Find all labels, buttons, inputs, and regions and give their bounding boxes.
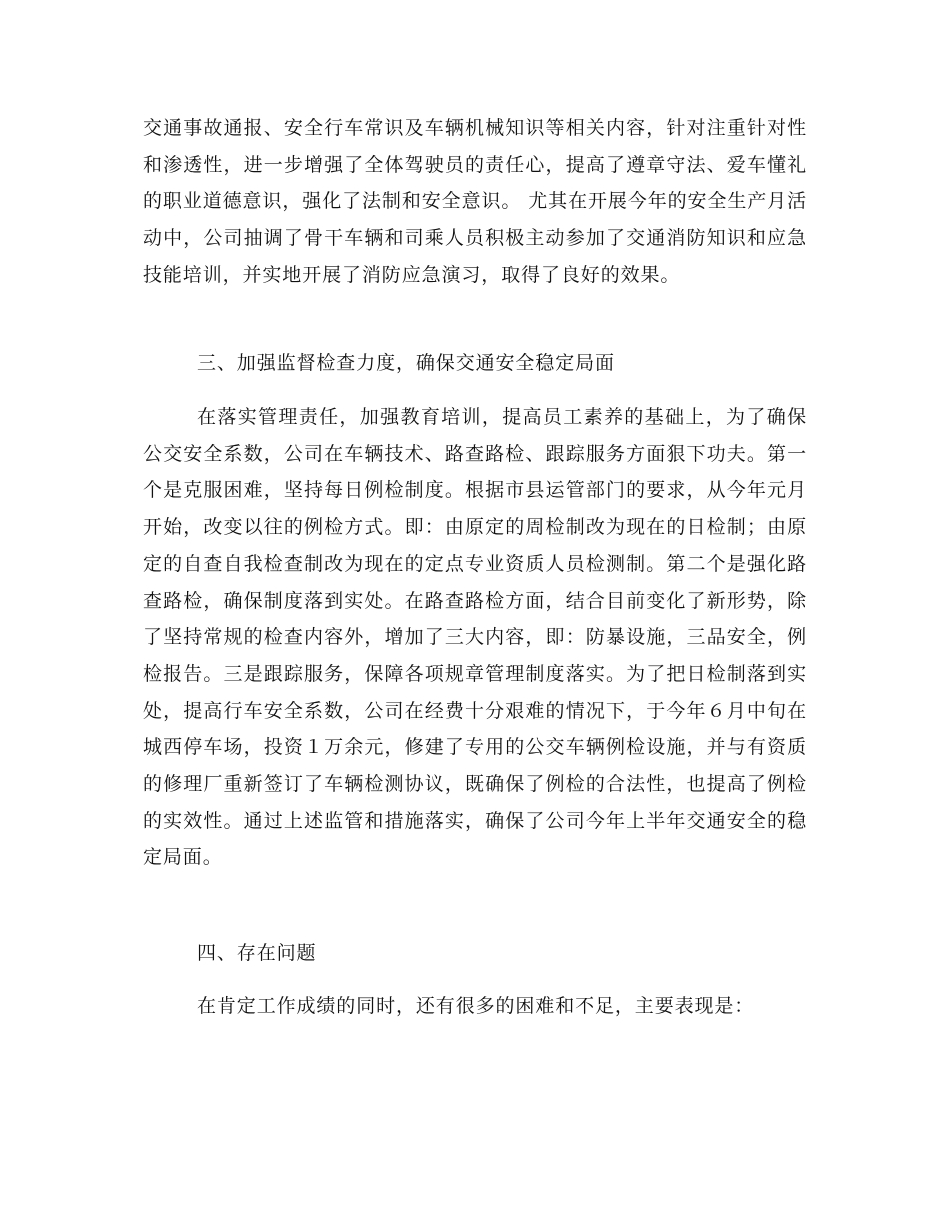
body-paragraph: 交通事故通报、安全行车常识及车辆机械知识等相关内容，针对注重针对性和渗透性，进一步增强了全体驾驶员的责任心，提高了遵章守法、爱车懂礼的职业道德意识，强化了法制和安全意识。 尤其在开展今年的安全生产月活动中，公司抽调了骨干车辆和司乘人员积极主动参加了交通消防知识和应急技能培训，并实地开展了消防应急演习，取得了良好的效果。 bbox=[143, 117, 807, 286]
section-heading: 三、加强监督检查力度，确保交通安全稳定局面 bbox=[197, 352, 615, 374]
body-paragraph: 在落实管理责任，加强教育培训，提高员工素养的基础上，为了确保公交安全系数，公司在车辆技术、路查路检、跟踪服务方面狠下功夫。第一个是克服困难，坚持每日例检制度。根据市县运管部门的要求，从今年元月开始，改变以往的例检方式。即：由原定的周检制改为现在的日检制；由原定的自查自我检查制改为现在的定点专业资质人员检测制。第二个是强化路查路检，确保制度落到实处。在路查路检方面，结合目前变化了新形势，除了坚持常规的检查内容外，增加了三大内容，即：防暴设施，三品安全，例检报告。三是跟踪服务，保障各项规章管理制度落实。为了把日检制落到实处，提高行车安全系数，公司在经费十分艰难的情况下，于今年６月中旬在城西停车场，投资１万余元，修建了专用的公交车辆例检设施，并与有资质的修理厂重新签订了车辆检测协议，既确保了例检的合法性，也提高了例检的实效性。通过上述监管和措施落实，确保了公司今年上半年交通安全的稳定局面。 bbox=[143, 406, 807, 869]
section-heading: 四、存在问题 bbox=[197, 942, 317, 964]
body-paragraph: 在肯定工作成绩的同时，还有很多的困难和不足，主要表现是： bbox=[197, 995, 755, 1017]
